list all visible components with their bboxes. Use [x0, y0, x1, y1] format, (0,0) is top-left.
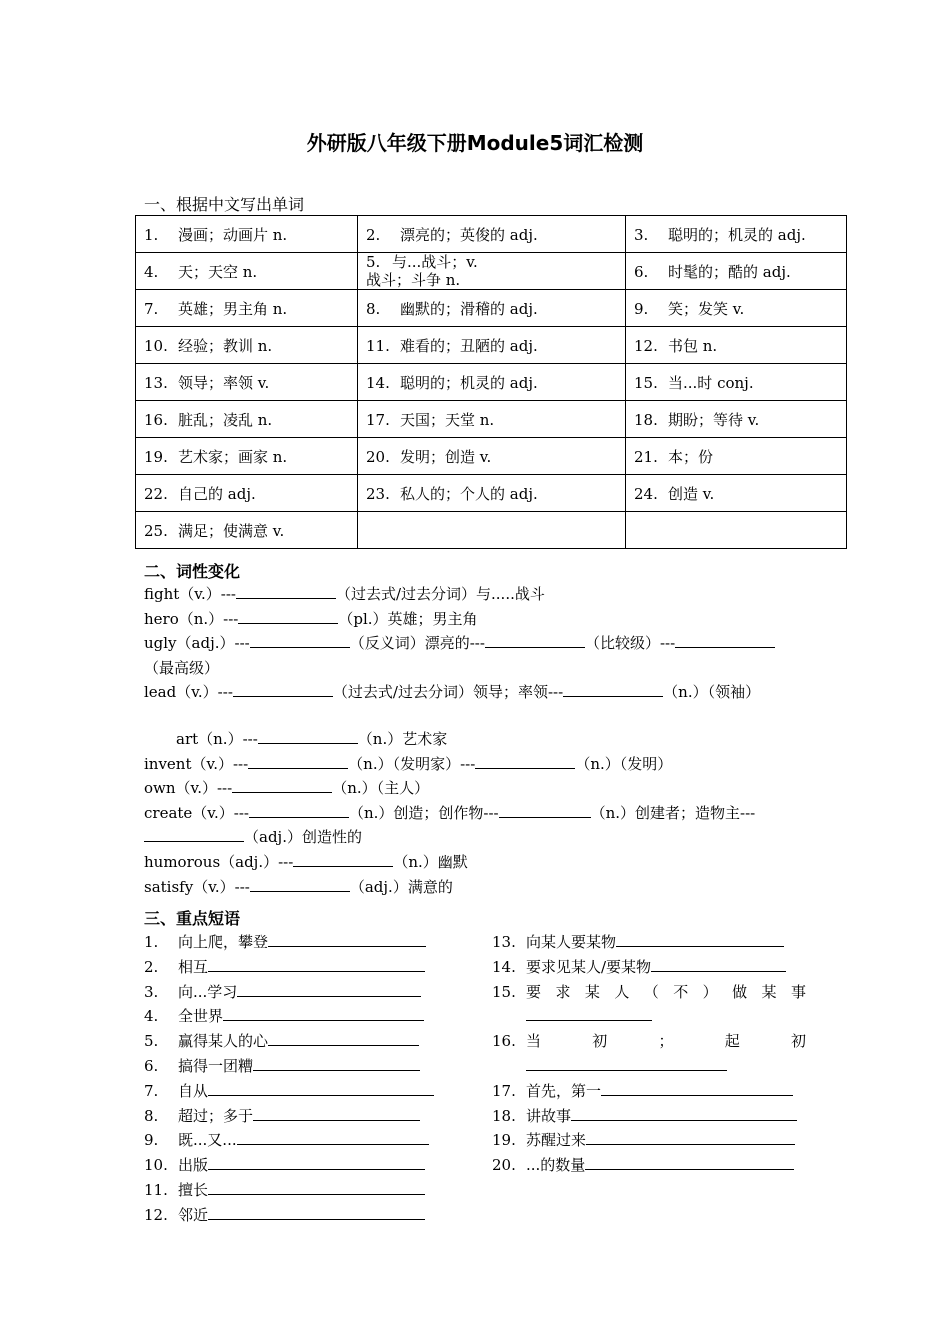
item-number: 13. [144, 373, 168, 392]
item-text: 笑；发笑 v. [668, 299, 745, 318]
vocab-cell [136, 253, 358, 290]
answer-blank[interactable] [675, 631, 775, 648]
vocab-cell [136, 216, 358, 253]
item-text: 领导；率领 v. [178, 373, 270, 392]
word-form-ugly: ugly（adj.）--- （反义词）漂亮的--- （比较级）--- [144, 631, 824, 656]
answer-blank[interactable] [475, 752, 575, 769]
vocab-row [136, 327, 847, 364]
vocab-cell [626, 401, 847, 438]
item-text: 聪明的；机灵的 adj. [668, 225, 806, 244]
word-form-satisfy: satisfy（v.）--- （adj.）满意的 [144, 875, 824, 900]
item-text: 艺术家；画家 n. [178, 447, 288, 466]
item-text: 漫画；动画片 n. [178, 225, 288, 244]
vocab-row [136, 290, 847, 327]
word-form-hero: hero（n.）--- （pl.）英雄；男主角 [144, 607, 824, 632]
answer-blank[interactable] [236, 582, 336, 599]
answer-blank[interactable] [238, 607, 338, 624]
vocab-cell [626, 253, 847, 290]
answer-blank[interactable] [249, 801, 349, 818]
item-number: 8. [366, 299, 381, 318]
phrases-right-column [492, 930, 807, 1178]
item-text: 幽默的；滑稽的 adj. [400, 299, 538, 318]
item-text: 发明；创造 v. [400, 447, 492, 466]
phrase-item: 7. 自从 [144, 1079, 434, 1104]
phrase-item: 17. 首先，第一 [492, 1079, 807, 1104]
vocab-row [136, 253, 847, 290]
answer-blank[interactable] [208, 1079, 434, 1096]
answer-blank[interactable] [248, 752, 348, 769]
vocab-row [136, 475, 847, 512]
item-number: 4. [144, 262, 159, 281]
vocab-cell [626, 216, 847, 253]
answer-blank[interactable] [293, 850, 393, 867]
answer-blank[interactable] [253, 1054, 420, 1071]
answer-blank[interactable] [585, 1153, 794, 1170]
item-number: 14. [366, 373, 390, 392]
page-title: 外研版八年级下册Module5词汇检测 [306, 131, 644, 155]
answer-blank[interactable] [237, 1128, 429, 1145]
section3-heading: 三、重点短语 [144, 909, 241, 928]
item-text: 聪明的；机灵的 adj. [400, 373, 538, 392]
item-number: 19. [144, 447, 168, 466]
vocab-cell [136, 327, 358, 364]
item-number: 12. [634, 336, 658, 355]
phrase-item: 18. 讲故事 [492, 1104, 807, 1129]
answer-blank[interactable] [499, 801, 591, 818]
item-number: 25. [144, 521, 168, 540]
phrase-item: 13. 向某人要某物 [492, 930, 807, 955]
vocab-cell [358, 438, 626, 475]
item-number: 23. [366, 484, 390, 503]
spacer [144, 705, 824, 727]
item-text: 期盼；等待 v. [668, 410, 760, 429]
word-form-create: create（v.）--- （n.）创造；创作物--- （n.）创建者；造物主--- [144, 801, 824, 826]
item-number: 21. [634, 447, 658, 466]
item-number: 20. [366, 447, 390, 466]
vocab-cell [358, 290, 626, 327]
word-form-lead: lead（v.）--- （过去式/过去分词）领导；率领--- （n.）（领袖） [144, 680, 824, 705]
vocab-cell [358, 364, 626, 401]
answer-blank[interactable] [144, 825, 244, 842]
phrase-item: 4. 全世界 [144, 1004, 434, 1029]
phrase-item: 19. 苏醒过来 [492, 1128, 807, 1153]
vocab-cell [358, 475, 626, 512]
answer-blank[interactable] [250, 875, 350, 892]
item-number: 6. [634, 262, 649, 281]
answer-blank[interactable] [232, 776, 332, 793]
vocab-cell [626, 290, 847, 327]
phrase-item: 10. 出版 [144, 1153, 434, 1178]
answer-blank[interactable] [223, 1004, 424, 1021]
phrase-item: 15. 要求某人（不）做某事 [492, 980, 807, 1030]
vocab-cell [136, 364, 358, 401]
item-text: 天；天空 n. [178, 262, 258, 281]
item-number: 11. [366, 336, 390, 355]
phrase-item: 12. 邻近 [144, 1203, 434, 1228]
answer-blank[interactable] [258, 727, 358, 744]
vocab-cell: 5. 与...战斗；v. 战斗；斗争 n. [358, 253, 626, 290]
phrase-item: 1. 向上爬，攀登 [144, 930, 434, 955]
answer-blank[interactable] [586, 1128, 795, 1145]
answer-blank[interactable] [485, 631, 585, 648]
item-text: 私人的；个人的 adj. [400, 484, 538, 503]
vocab-cell [136, 290, 358, 327]
answer-blank[interactable] [651, 955, 786, 972]
vocab-row [136, 512, 847, 549]
item-number: 10. [144, 336, 168, 355]
item-text: 本；份 [668, 447, 714, 466]
word-form-art: art（n.）--- （n.）艺术家 [144, 727, 824, 752]
item-text: 当...时 conj. [668, 373, 754, 392]
item-text: 经验；教训 n. [178, 336, 273, 355]
item-number: 3. [634, 225, 649, 244]
item-text: 创造 v. [668, 484, 715, 503]
vocab-cell [358, 216, 626, 253]
item-number: 18. [634, 410, 658, 429]
answer-blank[interactable] [616, 930, 784, 947]
vocab-row [136, 401, 847, 438]
answer-blank[interactable] [233, 680, 333, 697]
item-text: 漂亮的；英俊的 adj. [400, 225, 538, 244]
vocab-cell [136, 512, 358, 549]
item-text: 时髦的；酷的 adj. [668, 262, 791, 281]
item-number: 15. [634, 373, 658, 392]
item-number: 9. [634, 299, 649, 318]
word-forms [144, 582, 824, 899]
answer-blank[interactable] [250, 631, 350, 648]
answer-blank[interactable] [237, 980, 421, 997]
word-form-create-adj: （adj.）创造性的 [144, 825, 824, 850]
item-number: 1. [144, 225, 159, 244]
answer-blank[interactable] [253, 1104, 420, 1121]
vocab-cell [136, 438, 358, 475]
item-text: 英雄；男主角 n. [178, 299, 288, 318]
word-form-humorous: humorous（adj.）--- （n.）幽默 [144, 850, 824, 875]
phrase-item: 3. 向...学习 [144, 980, 434, 1005]
vocab-cell [358, 512, 626, 549]
vocab-cell [626, 475, 847, 512]
section1-heading: 一、根据中文写出单词 [144, 195, 305, 214]
item-text: 脏乱；凌乱 n. [178, 410, 273, 429]
item-number: 24. [634, 484, 658, 503]
vocab-cell [136, 475, 358, 512]
item-text: 书包 n. [668, 336, 718, 355]
vocab-row [136, 438, 847, 475]
item-number: 17. [366, 410, 390, 429]
phrase-item: 16. 当初；起初 [492, 1029, 807, 1079]
phrase-item: 20. ...的数量 [492, 1153, 807, 1178]
answer-blank[interactable] [208, 1203, 425, 1220]
answer-blank[interactable] [526, 1004, 652, 1021]
answer-blank[interactable] [563, 680, 663, 697]
answer-blank[interactable] [571, 1104, 797, 1121]
vocab-cell [626, 327, 847, 364]
answer-blank[interactable] [601, 1079, 793, 1096]
vocab-cell [626, 364, 847, 401]
item-number: 7. [144, 299, 159, 318]
vocab-cell [136, 401, 358, 438]
phrases-left-column [144, 930, 434, 1228]
vocab-cell [626, 438, 847, 475]
word-form-invent: invent（v.）--- （n.）（发明家）--- （n.）（发明） [144, 752, 824, 777]
section2-heading: 二、词性变化 [144, 562, 241, 581]
answer-blank[interactable] [208, 1178, 425, 1195]
word-form-own: own（v.）--- （n.）（主人） [144, 776, 824, 801]
item-text: 难看的；丑陋的 adj. [400, 336, 538, 355]
phrase-item: 6. 搞得一团糟 [144, 1054, 434, 1079]
item-number: 22. [144, 484, 168, 503]
vocab-row [136, 364, 847, 401]
word-form-fight: fight（v.）--- （过去式/过去分词）与.....战斗 [144, 582, 824, 607]
item-number: 2. [366, 225, 381, 244]
phrase-item: 14. 要求见某人/要某物 [492, 955, 807, 980]
phrase-item: 5. 赢得某人的心 [144, 1029, 434, 1054]
phrase-item: 11. 擅长 [144, 1178, 434, 1203]
item-text: 天国；天堂 n. [400, 410, 495, 429]
vocab-cell [358, 327, 626, 364]
answer-blank[interactable] [268, 1029, 419, 1046]
answer-blank[interactable] [268, 930, 426, 947]
answer-blank[interactable] [208, 1153, 425, 1170]
phrase-item: 8. 超过；多于 [144, 1104, 434, 1129]
word-form-ugly-superlative: （最高级） [144, 658, 220, 677]
answer-blank[interactable] [526, 1054, 727, 1071]
item-number: 16. [144, 410, 168, 429]
vocab-row [136, 216, 847, 253]
item-text: 满足；使满意 v. [178, 521, 285, 540]
answer-blank[interactable] [208, 955, 425, 972]
vocab-table [135, 215, 847, 549]
phrase-item: 2. 相互 [144, 955, 434, 980]
vocab-cell [358, 401, 626, 438]
vocab-cell [626, 512, 847, 549]
phrase-item: 9. 既...又... [144, 1128, 434, 1153]
item-text: 自己的 adj. [178, 484, 256, 503]
